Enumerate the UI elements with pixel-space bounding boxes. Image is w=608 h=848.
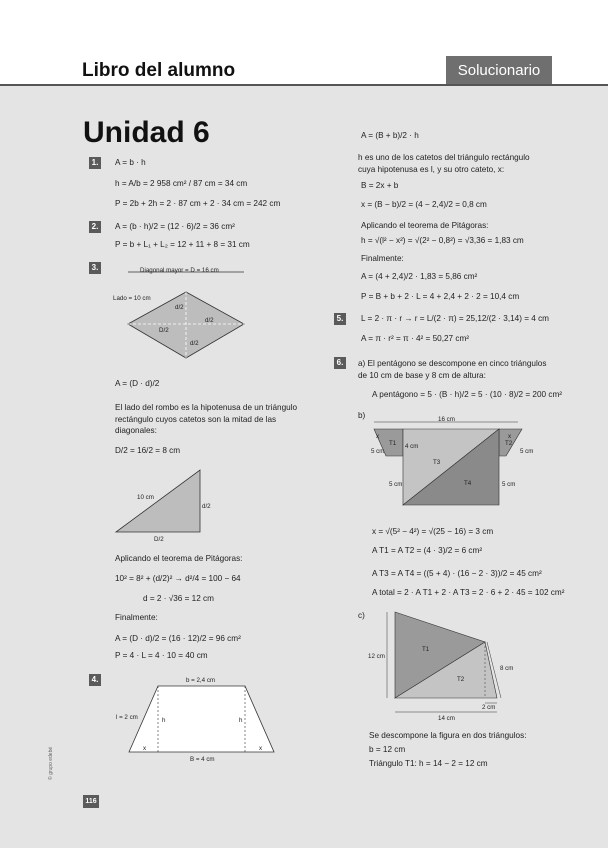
- ex3-area: A = (D · d)/2 = (16 · 12)/2 = 96 cm²: [115, 634, 241, 643]
- trapezoid-top-label: b = 2,4 cm: [186, 677, 216, 684]
- ex6-b-area-34: A T3 = A T4 = ((5 + 4) · (16 − 2 · 3))/2 = 45 cm²: [372, 569, 542, 578]
- hex-T4: T4: [464, 480, 472, 487]
- ex6-b-total: A total = 2 · A T1 + 2 · A T3 = 2 · 6 + 2 · 45 = 102 cm²: [372, 588, 565, 597]
- rhombus-d2-top: d/2: [175, 304, 184, 311]
- triangle-d2-label: d/2: [202, 503, 211, 510]
- ex3-perimeter: P = 4 · L = 4 · 10 = 40 cm: [115, 651, 208, 660]
- triangle-D2-label: D/2: [154, 536, 164, 543]
- ex5-line-1: L = 2 · π · r → r = L/(2 · π) = 25,12/(2 · 3,14) = 4 cm: [361, 314, 550, 323]
- rhombus-d2-bottom: d/2: [190, 340, 199, 347]
- exercise-number-6: 6.: [334, 357, 346, 369]
- ex3-area-formula: A = (D · d)/2: [115, 379, 160, 388]
- trapezoid-l-label: l = 2 cm: [116, 714, 138, 721]
- ex4-perimeter: P = B + b + 2 · L = 4 + 2,4 + 2 · 2 = 10,4 cm: [361, 292, 520, 301]
- ex1-line-3: P = 2b + 2h = 2 · 87 cm + 2 · 34 cm = 242 cm: [115, 199, 281, 208]
- fig-c-12cm: 12 cm: [368, 653, 385, 660]
- exercise-number-5: 5.: [334, 313, 346, 325]
- exercise-number-1: 1.: [89, 157, 101, 169]
- page-number: 116: [83, 795, 99, 808]
- ex4-x-eq: x = (B − b)/2 = (4 − 2,4)/2 = 0,8 cm: [361, 200, 487, 209]
- ex3-finalmente: Finalmente:: [115, 613, 158, 622]
- hex-T1: T1: [389, 440, 397, 447]
- ex2-line-1: A = (b · h)/2 = (12 · 6)/2 = 36 cm²: [115, 222, 235, 231]
- ex3-text: El lado del rombo es la hipotenusa de un triángulo rectángulo cuyos catetos son la mitad de las diagonales:: [115, 403, 298, 435]
- hex-5cm-left: 5 cm: [371, 448, 385, 455]
- ex4-finalmente: Finalmente:: [361, 254, 404, 263]
- fig-c-8cm: 8 cm: [500, 665, 514, 672]
- ex3-eq1: 10² = 8² + (d/2)² → d²/4 = 100 − 64: [115, 574, 241, 583]
- triangle-hyp-label: 10 cm: [137, 494, 154, 501]
- exercise-number-4: 4.: [89, 674, 101, 686]
- trapezoid-bottom-label: B = 4 cm: [190, 756, 215, 763]
- ex6-c-t1: Triángulo T1: h = 14 − 2 = 12 cm: [369, 759, 488, 768]
- ex3-half-diagonal: D/2 = 16/2 = 8 cm: [115, 446, 181, 455]
- fig-c-14cm: 14 cm: [438, 715, 455, 722]
- rhombus-diagonal-label: Diagonal mayor = D = 16 cm: [140, 267, 219, 274]
- hex-top-label: 16 cm: [438, 416, 455, 423]
- exercise-number-3: 3.: [89, 262, 101, 274]
- hex-x-right: x: [508, 433, 512, 440]
- ex6-c-text: Se descompone la figura en dos triángulos:: [369, 731, 527, 740]
- trapezoid-x-right: x: [259, 745, 263, 752]
- fig-c-T1: T1: [422, 646, 430, 653]
- ex4-h-eq: h = √(l² − x²) = √(2² − 0,8²) = √3,36 = 1,83 cm: [361, 236, 524, 245]
- rhombus-d2-right: d/2: [205, 317, 214, 324]
- side-text: © grupo edebé: [48, 746, 54, 780]
- trapezoid-h-left: h: [162, 717, 166, 724]
- ex6-b-area-12: A T1 = A T2 = (4 · 3)/2 = 6 cm²: [372, 546, 483, 555]
- ex4-text: h es uno de los catetos del triángulo rectángulo cuya hipotenusa es l, y su otro cateto, x:: [358, 153, 530, 174]
- ex2-line-2: P = b + L₁ + L₂ = 12 + 11 + 8 = 31 cm: [115, 240, 250, 249]
- ex4-pitagoras: Aplicando el teorema de Pitágoras:: [361, 221, 489, 230]
- ex6-b-x-eq: x = √(5² − 4²) = √(25 − 16) = 3 cm: [372, 527, 494, 536]
- ex1-line-1: A = b · h: [115, 158, 146, 167]
- right-triangle-diagram: [112, 468, 207, 538]
- ex6-a-eq: A pentágono = 5 · (B · h)/2 = 5 · (10 · 8)/2 = 200 cm²: [372, 390, 563, 399]
- fig-c-2cm: 2 cm: [482, 704, 496, 711]
- ex4-b-eq: B = 2x + b: [361, 181, 399, 190]
- trapezoid-x-left: x: [143, 745, 147, 752]
- ex4-area-formula: A = (B + b)/2 · h: [361, 131, 419, 140]
- ex3-eq2: d = 2 · √36 = 12 cm: [143, 594, 214, 603]
- rhombus-D2: D/2: [159, 327, 169, 334]
- rhombus-side-label: Lado = 10 cm: [113, 295, 151, 302]
- ex4-area: A = (4 + 2,4)/2 · 1,83 = 5,86 cm²: [361, 272, 478, 281]
- exercise-number-2: 2.: [89, 221, 101, 233]
- hex-5cm-right: 5 cm: [520, 448, 534, 455]
- hex-T3: T3: [433, 459, 441, 466]
- hex-T2: T2: [505, 440, 513, 447]
- ex6-b-label: b): [358, 411, 366, 420]
- solucionario-tab: Solucionario: [446, 56, 552, 86]
- hex-5cm-bottom-right: 5 cm: [502, 481, 516, 488]
- trapezoid-h-right: h: [239, 717, 243, 724]
- ex3-pitagoras: Aplicando el teorema de Pitágoras:: [115, 554, 243, 563]
- ex6-c-b: b = 12 cm: [369, 745, 406, 754]
- book-title: Libro del alumno: [82, 60, 236, 81]
- hexagon-figure: [368, 418, 528, 518]
- ex6-a-text: a) El pentágono se descompone en cinco triángulos de 10 cm de base y 8 cm de altura:: [358, 359, 547, 380]
- rhombus-diagram: [100, 262, 260, 372]
- ex1-line-2: h = A/b = 2 958 cm² / 87 cm = 34 cm: [115, 179, 248, 188]
- hex-x-left: x: [376, 433, 380, 440]
- ex6-c-label: c): [358, 611, 365, 620]
- ex5-line-2: A = π · r² = π · 4² = 50,27 cm²: [361, 334, 469, 343]
- hex-5cm-bottom-left: 5 cm: [389, 481, 403, 488]
- fig-c-T2: T2: [457, 676, 465, 683]
- hex-4cm: 4 cm: [405, 443, 419, 450]
- unit-title: Unidad 6: [83, 116, 210, 149]
